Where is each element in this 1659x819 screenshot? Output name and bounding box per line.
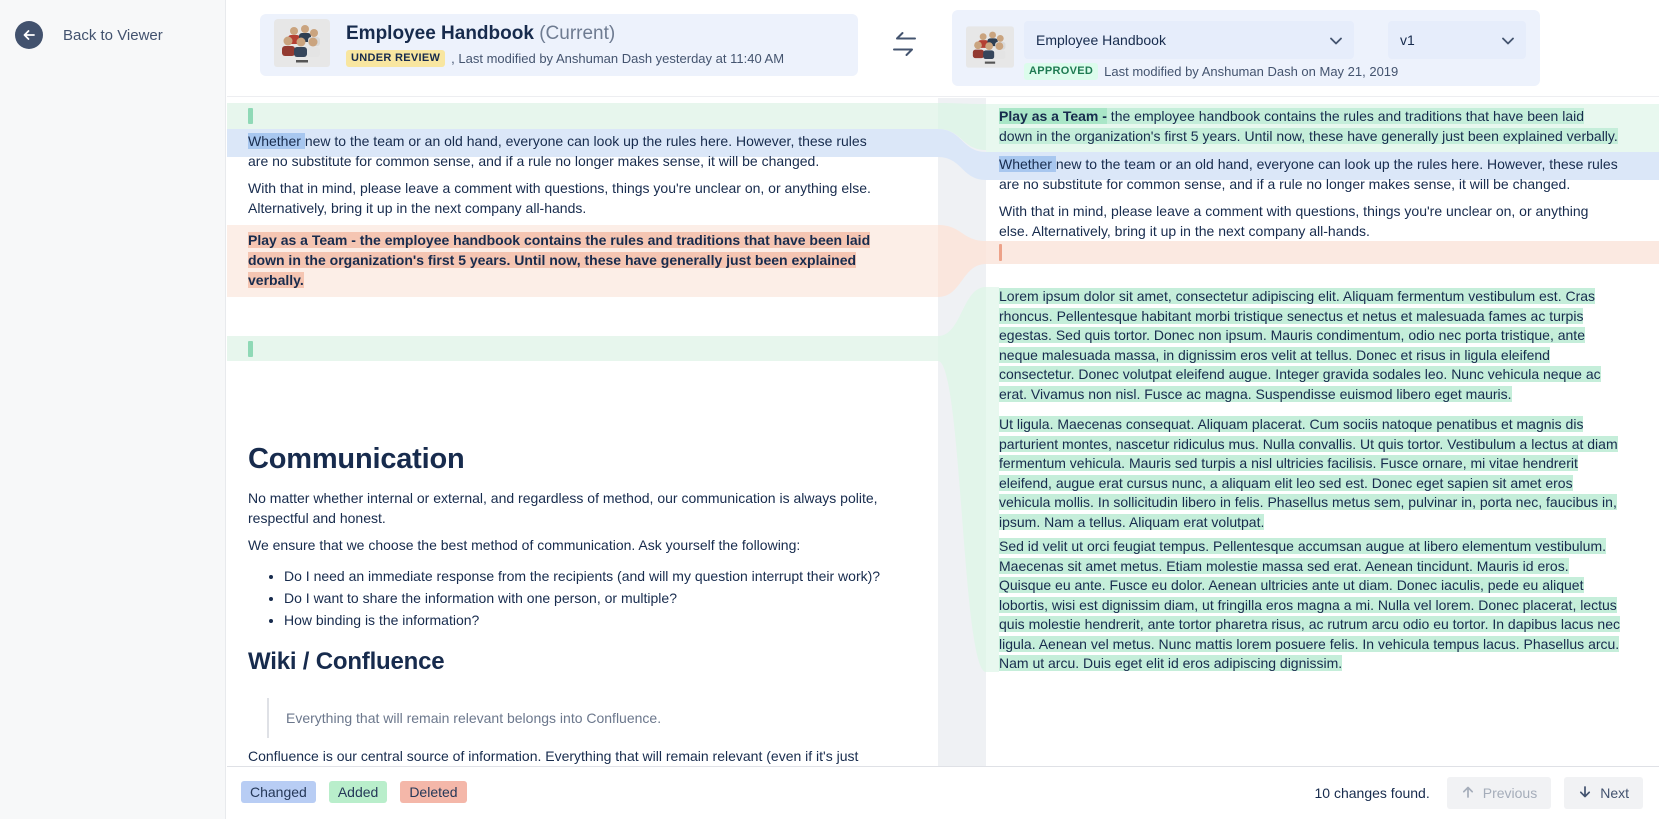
paragraph-deleted: Play as a Team - the employee handbook contains the rules and traditions that have been laid down in the organization's first 5 years. Until now, these have generally just been explained verbally. (248, 232, 871, 288)
paragraph: No matter whether internal or external, and regardless of method, our communication is always polite, respectful and honest. (248, 490, 878, 526)
back-to-viewer-label: Back to Viewer (63, 26, 163, 44)
added-line-marker (227, 336, 938, 361)
compare-version-pane[interactable] (986, 98, 1659, 766)
diff-connector-ribbons (938, 98, 986, 766)
legend-added: Added (329, 781, 387, 803)
bullet-list (248, 565, 881, 631)
document-thumbnail (274, 19, 330, 72)
compare-version-card (952, 10, 1540, 86)
heading-communication: Communication (248, 443, 465, 475)
status-badge-under-review: UNDER REVIEW (346, 50, 445, 67)
paragraph-added-lorem: Lorem ipsum dolor sit amet, consectetur adipiscing elit. Aliquam fermentum vestibulum est. Cras rhoncus. Pellentesque habitant morbi tristique senectus et netus et malesuada fames ac turpis egestas. Sed quis tortor. Donec non ipsum. Mauris condimentum, odio nec porta tristique, ante neque malesuada massa, in dignissim eros velit at tellus. Donec et risus in ligula eleifend consectetur. Donec volutpat eleifend augue. Integer gravida sodales leo. Nunc vehicula neque ac erat. Vivamus non nisl. Fusce ac magna. Suspendisse euismod libero eget mauris. (999, 288, 1601, 402)
next-change-button[interactable]: Next (1564, 777, 1643, 809)
paragraph-added-lorem: Ut ligula. Maecenas consequat. Aliquam placerat. Cum sociis natoque penatibus et magnis dis parturient montes, nascetur ridiculus mus. Nulla convallis. Ut quis tortor. Vestibulum a lectus at diam fermentum vehicula. Mauris sed turpis a nisl ultricies facilisis. Fusce ornare, mi vitae hendrerit eleifend, augue erat cursus nunc, a aliquam elit leo sed est. Donec eget sapien sit amet eros vehicula mollis. In sollicitudin libero in felis. Phasellus metus sem, pulvinar in, porta nec, faucibus in, ipsum. Nam a tellus. Aliquam erat volutpat. (999, 416, 1618, 530)
current-version-pane[interactable] (227, 98, 938, 766)
arrow-down-icon (1578, 785, 1592, 802)
chevron-down-icon (1502, 32, 1514, 48)
back-arrow-icon (15, 21, 43, 49)
paragraph-added-lorem: Sed id velit ut orci feugiat tempus. Pellentesque accumsan augue at libero elementum vestibulum. Maecenas sit amet metus. Etiam molestie massa sed erat. Aenean tincidunt. Mauris id eros. Quisque eu ante. Fusce eu dolor. Aenean ultricies ante ut diam. Donec iaculis, pede eu aliquet lobortis, wisi est dignissim diam, ut fringilla eros magna a mi. Nulla vel lorem. Donec placerat, lectus quis molestie hendrerit, ante tortor pharetra risus, ac rutrum arcu odio eu tortor. In dapibus lacus nec ligula. Aenean vel metus. Nunc mattis lorem posuere felis. In vehicula tempus lacus. Phasellus arcu. Nam ut arcu. Duis eget elit id eros adipiscing dignissim. (999, 538, 1620, 671)
paragraph-changed: Whether new to the team or an old hand, everyone can look up the rules here. However, these rules are no substitute for common sense, and if a rule no longer makes sense, it will be changed. (999, 156, 1618, 192)
previous-change-button[interactable]: Previous (1447, 777, 1551, 809)
diff-legend (241, 781, 467, 803)
document-select[interactable]: Employee Handbook (1024, 21, 1354, 59)
added-line-marker (227, 103, 938, 129)
last-modified-text: , Last modified by Anshuman Dash yesterday at 11:40 AM (451, 51, 785, 66)
page-title: Employee Handbook (Current) (346, 23, 616, 44)
back-to-viewer-button[interactable] (0, 0, 225, 49)
document-thumbnail (966, 25, 1014, 74)
deleted-line-marker (986, 241, 1659, 264)
changes-count: 10 changes found. (1314, 785, 1430, 801)
last-modified-text: Last modified by Anshuman Dash on May 21, 2019 (1104, 64, 1399, 79)
current-label: (Current) (539, 23, 616, 44)
current-version-card (260, 14, 858, 76)
heading-wiki-confluence: Wiki / Confluence (248, 648, 445, 675)
compare-header (227, 0, 1659, 97)
list-item: • How binding is the information? (284, 609, 881, 631)
status-badge-approved: APPROVED (1024, 63, 1098, 80)
chevron-down-icon (1330, 32, 1342, 48)
legend-deleted: Deleted (400, 781, 466, 803)
paragraph-added: Play as a Team - the employee handbook contains the rules and traditions that have been laid down in the organization's first 5 years. Until now, these have generally just been explained verbally. (999, 108, 1618, 144)
diff-footer (227, 766, 1659, 819)
paragraph: With that in mind, please leave a comment with questions, things you're unclear on, or anything else. Alternatively, bring it up in the next company all-hands. (248, 180, 871, 216)
version-select[interactable]: v1 (1388, 21, 1526, 59)
paragraph-changed: Whether new to the team or an old hand, everyone can look up the rules here. However, these rules are no substitute for common sense, and if a rule no longer makes sense, it will be changed. (248, 133, 867, 169)
paragraph: With that in mind, please leave a comment with questions, things you're unclear on, or anything else. Alternatively, bring it up in the next company all-hands. (999, 203, 1589, 239)
list-item: • Do I want to share the information with one person, or multiple? (284, 587, 881, 609)
paragraph: Confluence is our central source of information. Everything that will remain relevant (even if it's just (248, 748, 859, 764)
legend-changed: Changed (241, 781, 316, 803)
diff-connector-gutter (938, 98, 986, 766)
sidebar (0, 0, 226, 819)
blockquote: Everything that will remain relevant belongs into Confluence. (267, 698, 787, 738)
list-item: • Do I need an immediate response from the recipients (and will my question interrupt their work)? (284, 565, 881, 587)
added-block-edge (986, 287, 999, 672)
paragraph: We ensure that we choose the best method of communication. Ask yourself the following: (248, 537, 801, 553)
swap-versions-icon[interactable] (887, 26, 923, 62)
arrow-up-icon (1461, 785, 1475, 802)
